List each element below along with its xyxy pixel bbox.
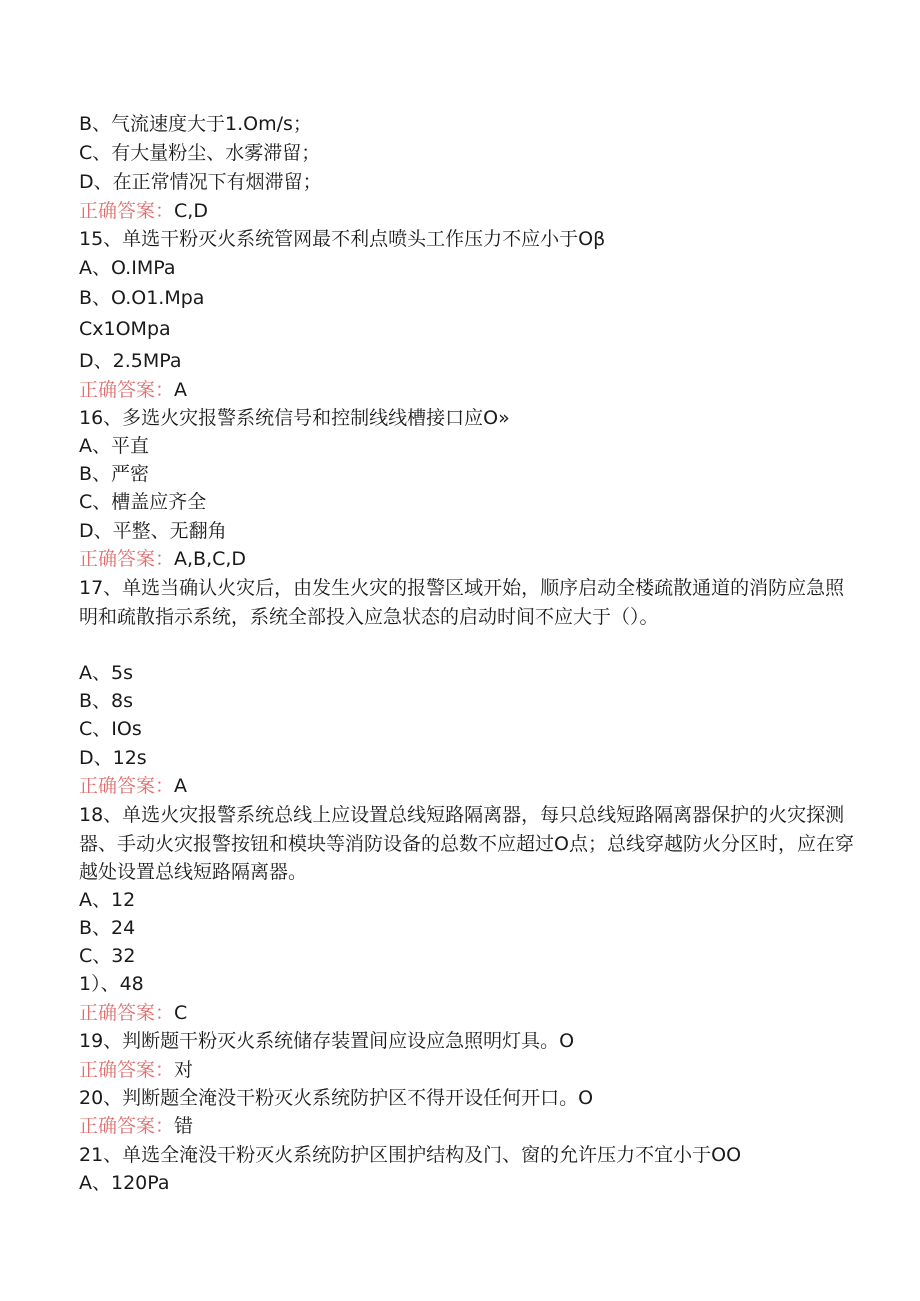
option-d: D、12s (79, 747, 147, 769)
question-15: 15、单选干粉灭火系统管网最不利点喷头工作压力不应小于Oβ (79, 228, 606, 250)
answer-label: 正确答案： (79, 548, 175, 570)
answer-value: 错 (174, 1115, 194, 1137)
answer-value: C (174, 1002, 188, 1024)
answer-value: C,D (174, 200, 208, 222)
correct-answer-14 (79, 197, 860, 225)
answer-label: 正确答案： (79, 775, 175, 797)
answer-label: 正确答案： (79, 1059, 175, 1081)
question-16: 16、多选火灾报警系统信号和控制线线槽接口应O» (79, 407, 510, 429)
option-d: D、在正常情况下有烟滞留； (79, 171, 322, 193)
correct-answer-19 (79, 1056, 860, 1084)
option-d: 1）、48 (79, 973, 144, 995)
option-d: D、平整、无翻角 (79, 520, 227, 542)
answer-value: A (174, 379, 188, 401)
question-21: 21、单选全淹没干粉灭火系统防护区围护结构及门、窗的允许压力不宜小于OO (79, 1144, 742, 1166)
option-b: B、严密 (79, 463, 150, 485)
option-a: A、5s (79, 662, 133, 684)
question-19: 19、判断题干粉灭火系统储存装置间应设应急照明灯具。O (79, 1030, 575, 1052)
correct-answer-16 (79, 545, 860, 573)
option-c: C、IOs (79, 718, 142, 740)
option-a: A、12 (79, 889, 136, 911)
option-c: Cx1OMpa (79, 318, 171, 340)
answer-value: A,B,C,D (174, 548, 247, 570)
option-b: B、8s (79, 690, 134, 712)
correct-answer-20 (79, 1112, 860, 1140)
question-18: 18、单选火灾报警系统总线上应设置总线短路隔离器，每只总线短路隔离器保护的火灾探测器、手动火灾报警按钮和模块等消防设备的总数不应超过O点；总线穿越防火分区时，应在穿越处设置总线短路隔离器。 (79, 804, 854, 883)
correct-answer-15 (79, 376, 860, 404)
question-17: 17、单选当确认火灾后，由发生火灾的报警区域开始，顺序启动全楼疏散通道的消防应急照明和疏散指示系统，系统全部投入应急状态的启动时间不应大于（）。 (79, 577, 845, 628)
option-c: C、32 (79, 945, 136, 967)
option-d: D、2.5MPa (79, 350, 182, 372)
answer-label: 正确答案： (79, 1002, 175, 1024)
option-b: B、气流速度大于1.Om/s； (79, 113, 312, 135)
answer-label: 正确答案： (79, 1115, 175, 1137)
answer-value: A (174, 775, 188, 797)
answer-label: 正确答案： (79, 200, 175, 222)
option-b: B、O.O1.Mpa (79, 287, 205, 309)
option-b: B、24 (79, 917, 136, 939)
option-c: C、有大量粉尘、水雾滞留； (79, 142, 321, 164)
answer-value: 对 (174, 1059, 194, 1081)
option-a: A、O.IMPa (79, 257, 176, 279)
answer-label: 正确答案： (79, 379, 175, 401)
option-a: A、平直 (79, 435, 149, 457)
option-c: C、槽盖应齐全 (79, 491, 207, 513)
correct-answer-17 (79, 772, 860, 800)
question-20: 20、判断题全淹没干粉灭火系统防护区不得开设任何开口。O (79, 1087, 594, 1109)
option-a: A、120Pa (79, 1172, 170, 1194)
correct-answer-18 (79, 999, 860, 1027)
